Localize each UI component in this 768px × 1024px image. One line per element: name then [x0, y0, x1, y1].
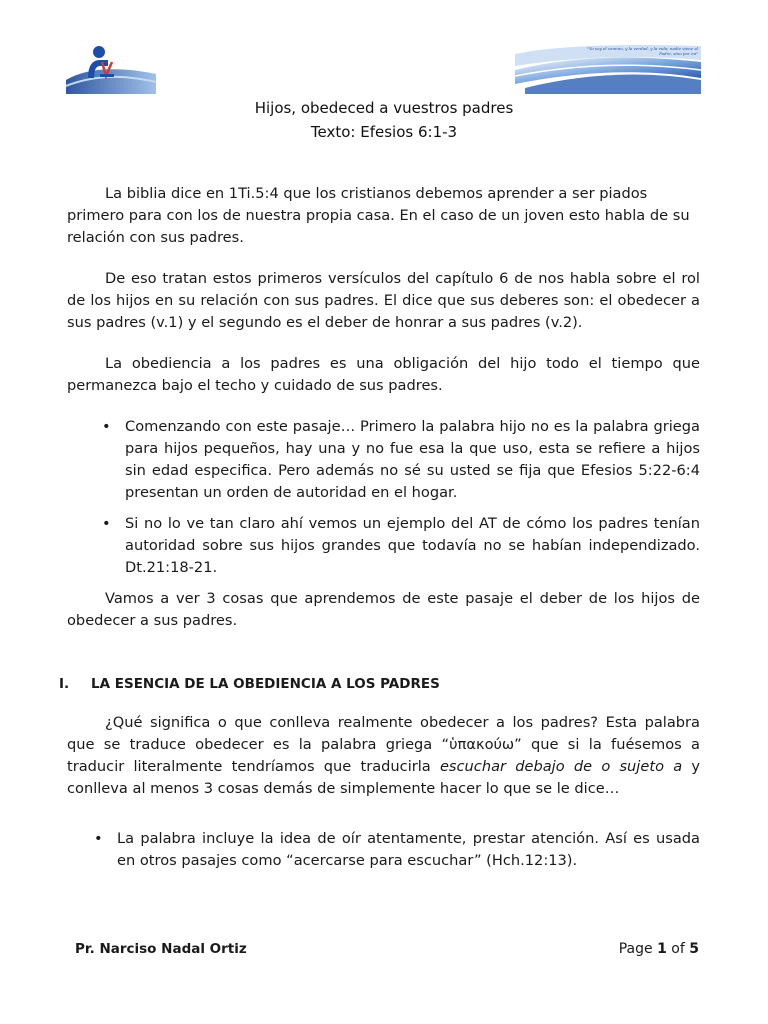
- section-title: LA ESENCIA DE LA OBEDIENCIA A LOS PADRES: [91, 676, 440, 692]
- list-item: [67, 513, 700, 579]
- page-of: of: [671, 941, 685, 957]
- page-current: 1: [657, 941, 667, 957]
- footer-author: Pr. Narciso Nadal Ortiz: [75, 941, 247, 957]
- document-body: [59, 183, 700, 881]
- paragraph-5-text-b: y conlleva al menos 3 cosas demás de simplemente hacer lo que se le dice…: [67, 758, 700, 797]
- page-number: [619, 941, 699, 957]
- bullet-list-1: [67, 416, 700, 579]
- list-item: [67, 416, 700, 504]
- page-header: [0, 0, 768, 100]
- page-word: Page: [618, 941, 653, 957]
- list-item-text: Comenzando con este pasaje… Primero la palabra hijo no es la palabra griega para hijos pequeños, hay una y no fue esa la que uso, esta se refiere a hijos sin edad especifica. Pero además no sé su usted se fija que Efesios 5:22-6:4 presentan un orden de autoridad en el hogar.: [125, 418, 700, 501]
- paragraph-1: La biblia dice en 1Ti.5:4 que los cristianos debemos aprender a ser piados primero para con los de nuestra propia casa. En el caso de un joven esto habla de su relación con sus padres.: [67, 185, 690, 246]
- paragraph-5-text-a: ¿Qué significa o que conlleva realmente obedecer a los padres? Esta palabra que se traduce obedecer es la palabra griega “ὑπακούω” que si la fuésemos a traducir literalmente tendríamos que traducirla: [67, 714, 700, 775]
- paragraph-4: Vamos a ver 3 cosas que aprendemos de este pasaje el deber de los hijos de obedecer a sus padres.: [67, 590, 700, 629]
- bullet-icon: •: [94, 830, 103, 847]
- page-total: 5: [689, 941, 699, 957]
- title-main: Hijos, obedeced a vuestros padres: [254, 99, 514, 117]
- section-number: I.: [59, 676, 70, 692]
- bullet-icon: •: [102, 515, 111, 532]
- bullet-list-2: [67, 828, 700, 872]
- paragraph-3: La obediencia a los padres es una obligación del hijo todo el tiempo que permanezca bajo el techo y cuidado de sus padres.: [67, 355, 700, 394]
- list-item-text: La palabra incluye la idea de oír atentamente, prestar atención. Así es usada en otros pasajes como “acercarse para escuchar” (Hch.12:13).: [117, 830, 700, 869]
- paragraph-2: De eso tratan estos primeros versículos del capítulo 6 de nos habla sobre el rol de los hijos en su relación con sus padres. El dice que sus deberes son: el obedecer a sus padres (v.1) y el segundo es el deber de honrar a sus padres (v.2).: [67, 270, 700, 331]
- document-title: [0, 96, 768, 144]
- list-item-text: Si no lo ve tan claro ahí vemos un ejemplo del AT de cómo los padres tenían autoridad sobre sus hijos grandes que todavía no se habían independizado. Dt.21:18-21.: [125, 515, 700, 576]
- list-item: [67, 828, 700, 872]
- church-logo-icon: [66, 40, 156, 94]
- paragraph-5-emphasis: escuchar debajo de o sujeto a: [439, 758, 683, 775]
- banner-quote: "Yo soy el camino, y la verdad, y la vida; nadie viene al Padre, sino por mí": [587, 46, 698, 56]
- bullet-icon: •: [102, 418, 111, 435]
- title-reference: Texto: Efesios 6:1-3: [310, 123, 458, 141]
- paragraph-5: [67, 712, 700, 800]
- page-footer: [0, 941, 768, 963]
- section-heading: [59, 673, 700, 695]
